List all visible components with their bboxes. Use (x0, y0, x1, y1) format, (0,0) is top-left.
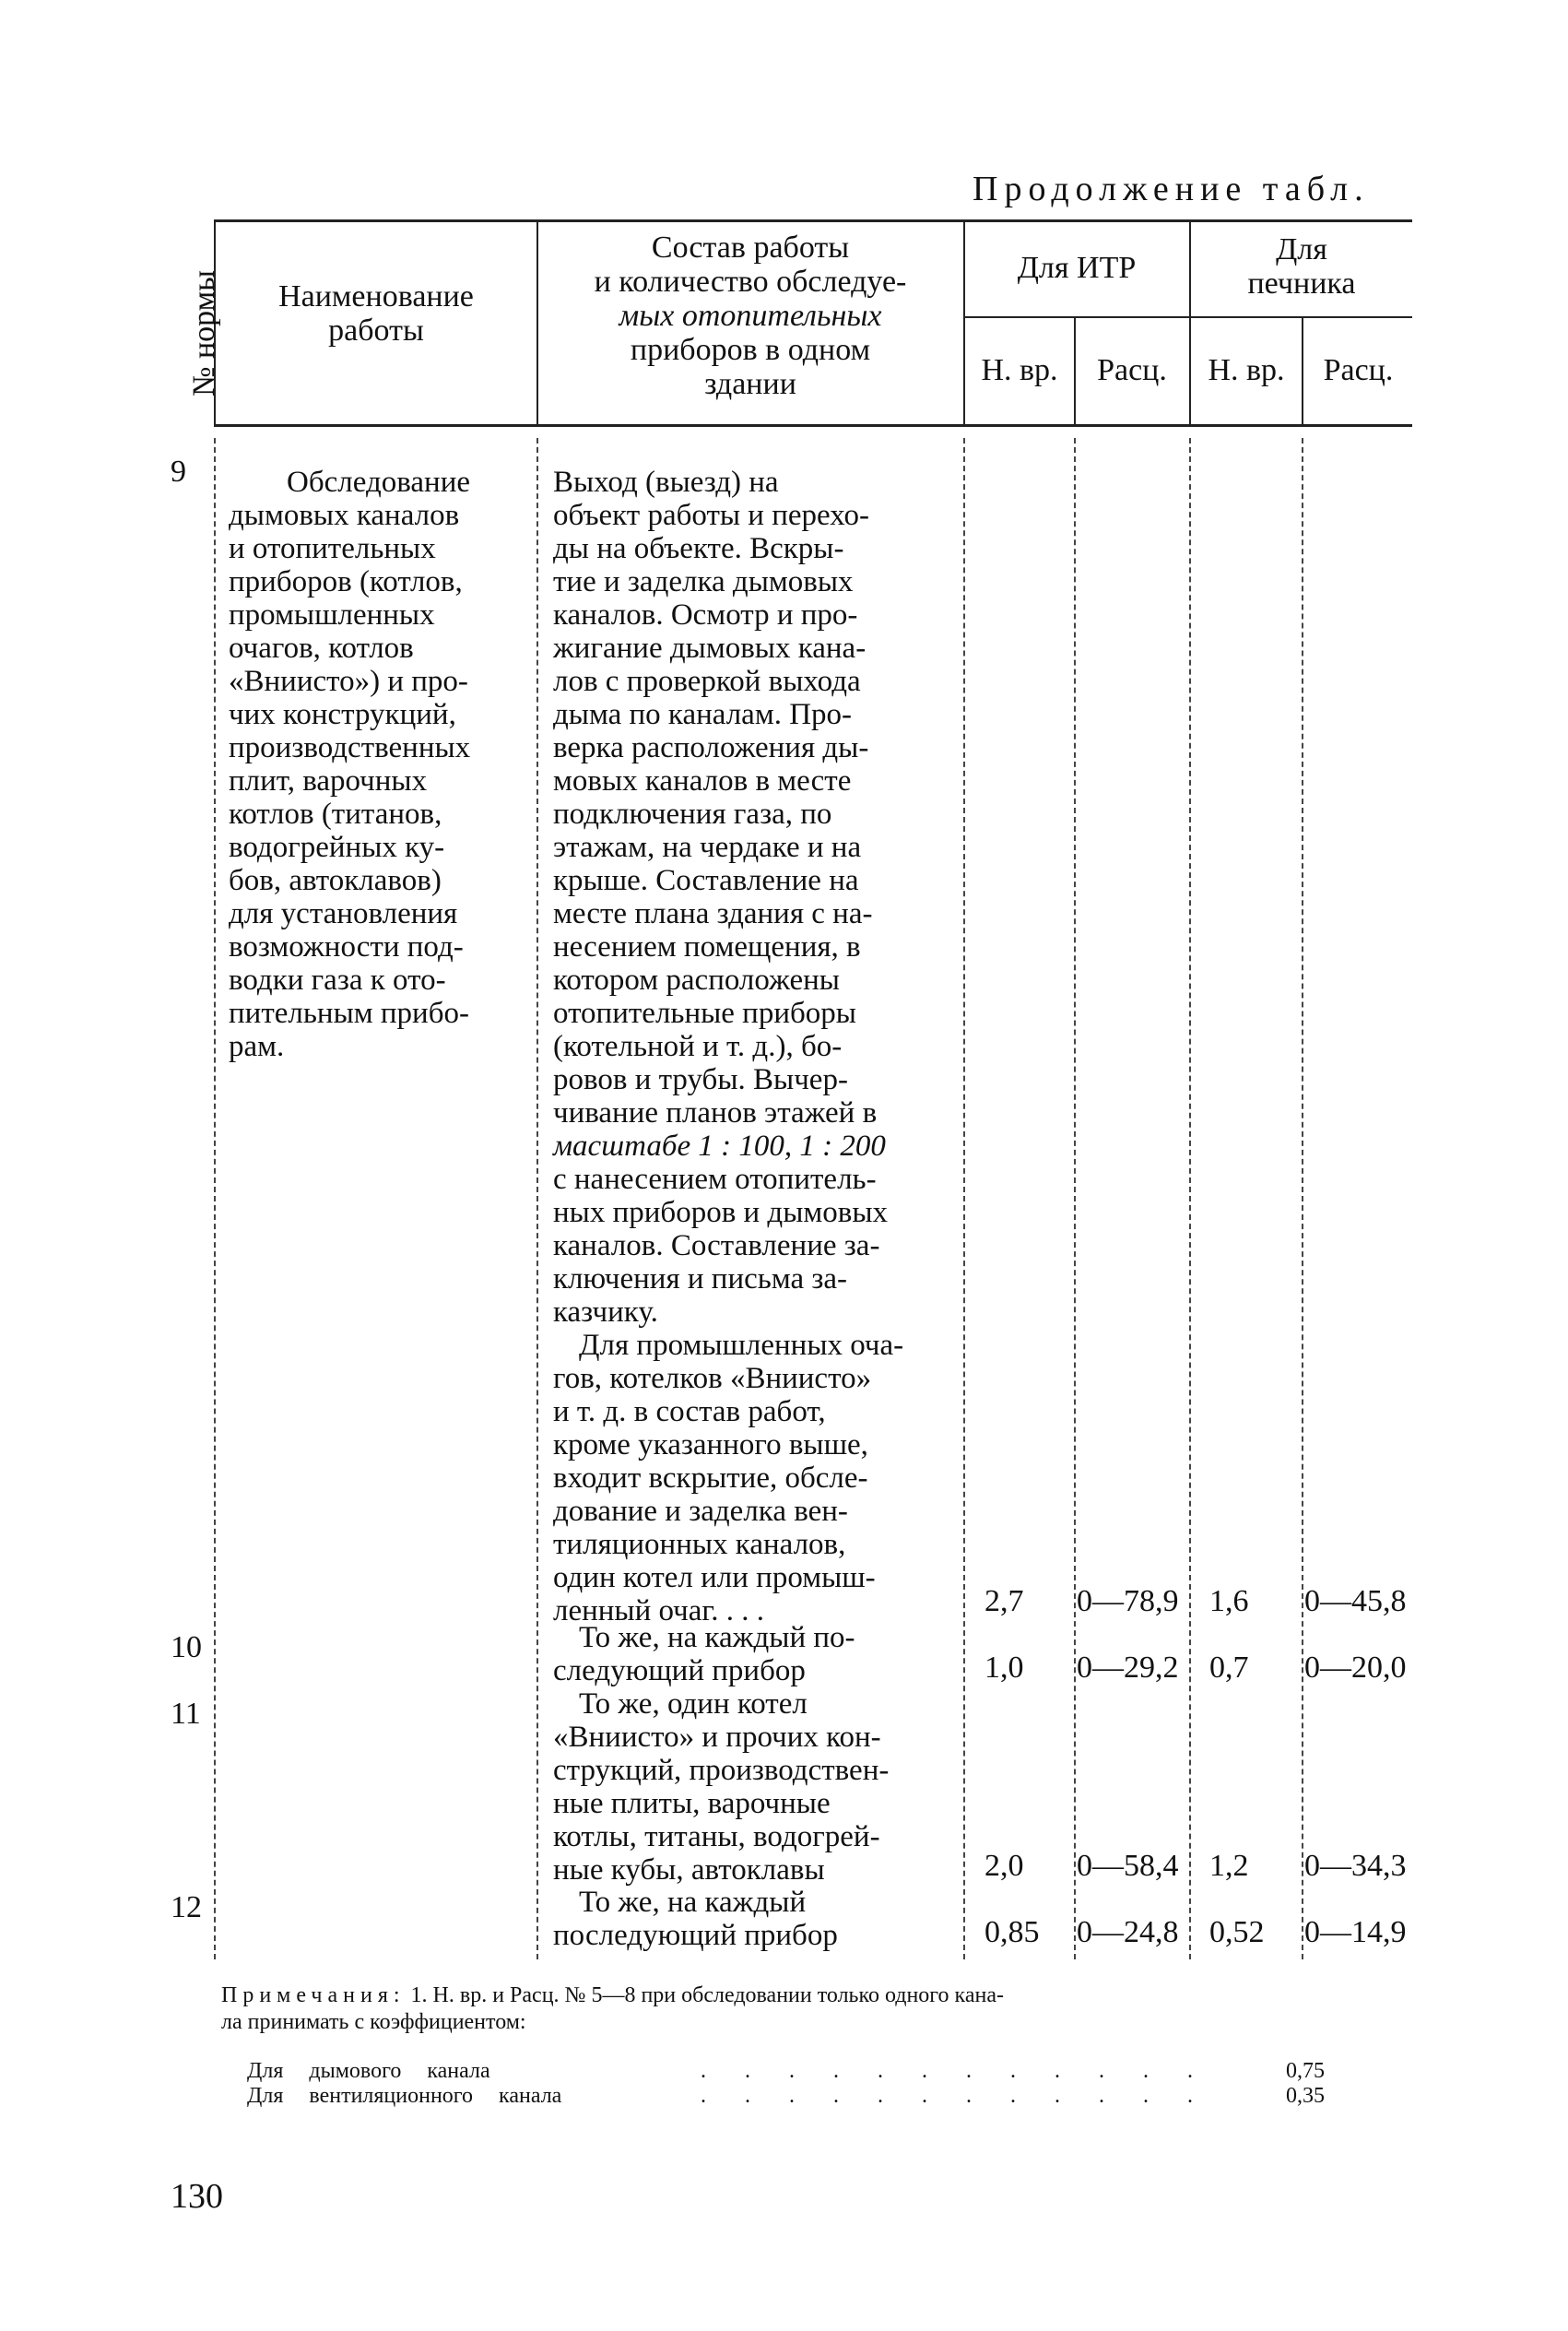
row-11-number: 11 (171, 1697, 201, 1731)
header-divider-4 (1074, 316, 1076, 424)
row-10-composition: То же, на каждый по- следующий прибор (553, 1621, 855, 1687)
note-item-1-dots: . . . . . . . . . . . . (701, 2059, 1209, 2083)
row-9-itr-nvr: 2,7 (984, 1584, 1024, 1618)
row-9-itr-rasc: 0—78,9 (1077, 1584, 1179, 1618)
row-10-itr-rasc: 0—29,2 (1077, 1651, 1179, 1685)
row-10-pechnik-nvr: 0,7 (1209, 1651, 1249, 1685)
header-divider-6 (1302, 316, 1303, 424)
note-item-2-label: Для вентиляционного канала (247, 2084, 562, 2108)
header-bottom-rule (214, 424, 1412, 427)
header-itr-nvr: Н. вр. (981, 353, 1058, 387)
body-divider-4 (1074, 438, 1076, 1959)
row-12-composition: То же, на каждый последующий прибор (553, 1886, 838, 1952)
continuation-label: Продолжение табл. (973, 170, 1370, 208)
row-10-pechnik-rasc: 0—20,0 (1304, 1651, 1407, 1685)
row-12-number: 12 (171, 1890, 202, 1924)
note-item-2-dots: . . . . . . . . . . . . (701, 2084, 1209, 2108)
row-12-pechnik-rasc: 0—14,9 (1304, 1915, 1407, 1949)
header-divider-3 (963, 219, 965, 424)
row-11-pechnik-nvr: 1,2 (1209, 1849, 1249, 1883)
body-divider-1 (214, 438, 216, 1959)
header-composition: Состав работы и количество обследуе- мых отопительных приборов в одном здании (594, 231, 907, 401)
notes-block (221, 1982, 1420, 2036)
header-divider-5 (1189, 219, 1191, 424)
row-11-pechnik-rasc: 0—34,3 (1304, 1849, 1407, 1883)
row-9-number: 9 (171, 455, 186, 489)
row-12-itr-rasc: 0—24,8 (1077, 1915, 1179, 1949)
header-itr-rasc: Расц. (1097, 353, 1167, 387)
header-divider-2 (536, 219, 538, 424)
note-item-1-label: Для дымового канала (247, 2059, 490, 2083)
row-10-itr-nvr: 1,0 (984, 1651, 1024, 1685)
header-norm-number: № нормы (187, 270, 221, 396)
row-11-composition: То же, один котел «Внииcто» и прочих кон- струкций, производствен- ные плиты, варочные котлы, титаны, водогрей- ные кубы, автоклавы (553, 1687, 890, 1887)
header-pechnik-rasc: Расц. (1323, 353, 1394, 387)
header-pechnik-nvr: Н. вр. (1208, 353, 1285, 387)
subheader-rule (963, 316, 1412, 318)
row-9-pechnik-rasc: 0—45,8 (1304, 1584, 1407, 1618)
body-divider-5 (1189, 438, 1191, 1959)
row-10-number: 10 (171, 1630, 202, 1664)
row-12-pechnik-nvr: 0,52 (1209, 1915, 1265, 1949)
row-9-name: Обследование дымовых каналов и отопительных приборов (котлов, промышленных очагов, котлов «Внииcто») и про- чих конструкций, производственных плит, варочных котлов (титанов, водогрейных ку- бов, автоклавов) для установления возможности под- водки газа к ото- пительным прибо- рам. (229, 466, 471, 1063)
note-item-1-value: 0,75 (1286, 2059, 1325, 2083)
row-11-itr-rasc: 0—58,4 (1077, 1849, 1179, 1883)
header-for-itr: Для ИТР (1017, 251, 1137, 285)
notes-text-1: 1. Н. вр. и Расц. № 5—8 при обследовании только одного кана- (410, 1983, 1004, 2007)
page-number: 130 (171, 2177, 223, 2216)
header-top-rule (214, 219, 1412, 222)
body-divider-3 (963, 438, 965, 1959)
row-12-itr-nvr: 0,85 (984, 1915, 1040, 1949)
body-divider-2 (536, 438, 538, 1959)
row-9-pechnik-nvr: 1,6 (1209, 1584, 1249, 1618)
notes-text-2: ла принимать с коэффициентом: (221, 2010, 526, 2034)
header-for-pechnik: Для печника (1247, 232, 1356, 301)
note-item-2-value: 0,35 (1286, 2084, 1325, 2108)
row-11-itr-nvr: 2,0 (984, 1849, 1024, 1883)
header-work-name: Наименование работы (278, 279, 474, 348)
body-divider-6 (1302, 438, 1303, 1959)
notes-label: Примечания: (221, 1983, 406, 2007)
row-9-composition: Выход (выезд) на объект работы и перехо- ды на объекте. Вскры- тие и заделка дымовых каналов. Осмотр и про- жигание дымовых кана- лов с проверкой выхода дыма по каналам. Про- верка расположения ды- мовых каналов в месте подключения газа, по этажам, на чердаке и на крыше. Составление на месте плана здания с на- несением помещения, в котором расположены отопительные приборы (котельной и т. д.), бо- ровов и трубы. Вычер- чивание планов этажей в масштабе 1 : 100, 1 : 200 с нанесением отопитель- ных приборов и дымовых каналов. Составление за- ключения и письма за- казчику. Для промышленных оча- гов, котелков «Внииcто» и т. д. в состав работ, кроме указанного выше, входит вскрытие, обсле- дование и заделка вен- тиляционных каналов, один котел или промыш- ленный очаг. . . . (553, 466, 904, 1627)
